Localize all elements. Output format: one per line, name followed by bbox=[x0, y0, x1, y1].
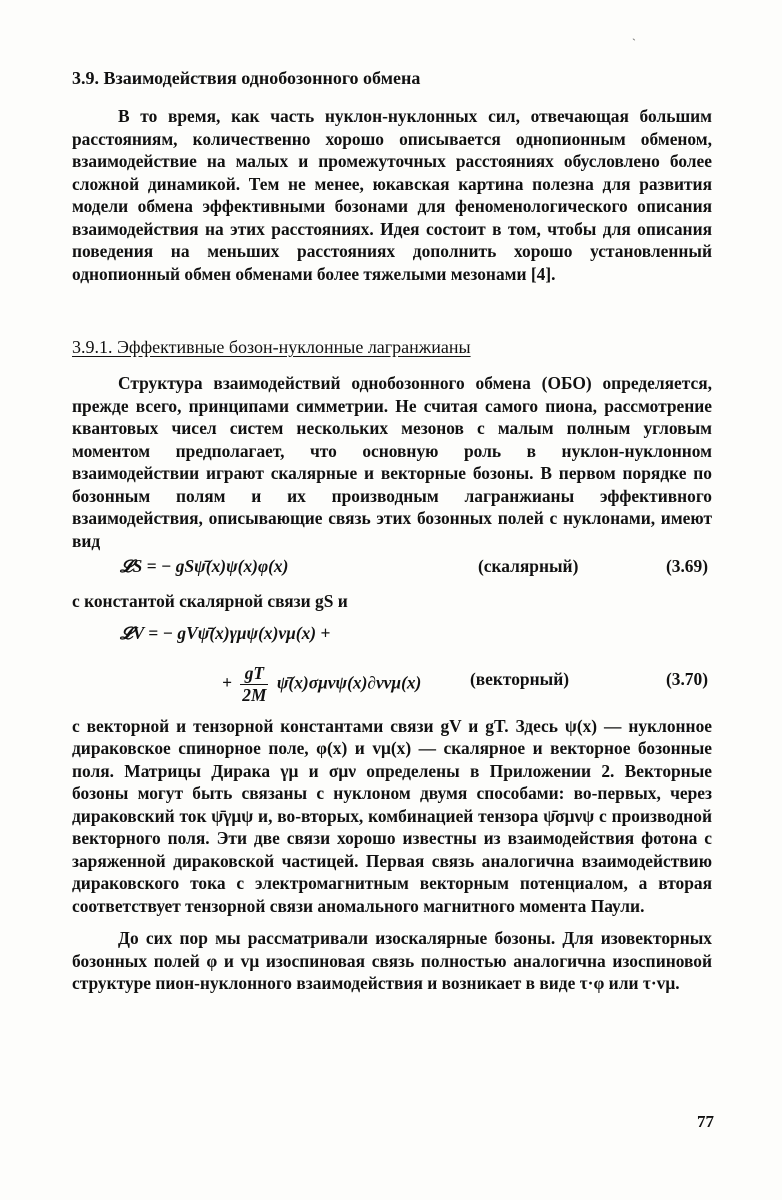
subsection-paragraph-1: Структура взаимодействий однобозонного обмена (ОБО) определяется, прежде всего, принципами симметрии. Не считая самого пиона, рассмотрение квантовых чисел систем нескольких мезонов с малым полным угловым моментом предполагает, что основную роль в нуклон-нуклонном взаимодействии играют скалярные и векторные бозоны. В первом порядке по бозонным полям и их производным лагранжианы эффективного взаимодействия, описывающие связь этих бозонных полей с нуклонами, имеют вид bbox=[72, 373, 712, 551]
equation-3-70-fraction bbox=[240, 663, 268, 706]
equation-3-69 bbox=[72, 552, 712, 584]
equation-3-70 bbox=[72, 619, 712, 715]
equation-3-70-line2 bbox=[222, 663, 421, 706]
equation-3-70-number: (3.70) bbox=[665, 668, 708, 689]
subsection-paragraph-3: До сих пор мы рассматривали изоскалярные бозоны. Для изовекторных бозонных полей φ и vμ изоспиновая связь полностью аналогична изоспиновой структуре пион-нуклонного взаимодействия и возникает в виде τ·φ или τ·vμ. bbox=[72, 928, 712, 993]
page-number: 77 bbox=[697, 1112, 714, 1131]
page-content bbox=[72, 58, 712, 995]
equation-3-70-rest: ψ̄(x)σμνψ(x)∂νvμ(x) bbox=[276, 672, 422, 692]
scan-speck: ` bbox=[632, 36, 636, 50]
subsection-heading: 3.9.1. Эффективные бозон-нуклонные лагранжианы bbox=[72, 337, 471, 357]
fraction-numerator: gT bbox=[240, 663, 268, 685]
equation-3-70-line1: 𝓛V = − gVψ̄(x)γμψ(x)vμ(x) + bbox=[120, 622, 331, 643]
fraction-denominator: 2M bbox=[242, 684, 267, 705]
equation-3-69-formula: 𝓛S = − gSψ̄(x)ψ(x)φ(x) bbox=[120, 556, 289, 576]
between-equations-text: с константой скалярной связи gS и bbox=[72, 591, 348, 611]
equation-3-70-label: (векторный) bbox=[470, 668, 570, 689]
equation-3-70-plus: + bbox=[222, 672, 232, 692]
equation-3-69-label: (скалярный) bbox=[478, 556, 579, 576]
subsection-paragraph-2: с векторной и тензорной константами связи gV и gT. Здесь ψ(x) — нуклонное дираковское спинорное поле, φ(x) и vμ(x) — скалярное и векторное бозонные поля. Матрицы Дирака γμ и σμν определены в Приложении 2. Векторные бозоны могут быть связаны с нуклоном двумя способами: во-первых, через дираковский ток ψ̄γμψ и, во-вторых, комбинацией тензора ψ̄σμνψ с производной векторного поля. Эти две связи хорошо известны из взаимодействия фотона с заряженной дираковской частицей. Первая связь аналогична взаимодействию дираковского тока с электромагнитным векторным потенциалом, а вторая соответствует тензорной связи аномального магнитного момента Паули. bbox=[72, 715, 712, 916]
section-heading: 3.9. Взаимодействия однобозонного обмена bbox=[72, 68, 421, 88]
section-paragraph: В то время, как часть нуклон-нуклонных сил, отвечающая большим расстояниям, количественно хорошо описывается однопионным обменом, взаимодействие на малых и промежуточных расстояниях обусловлено более сложной динамикой. Тем не менее, юкавская картина полезна для развития модели обмена эффективными бозонами для феноменологического описания взаимодействия на этих расстояниях. Идея состоит в том, чтобы для описания поведения на меньших расстояниях дополнить хорошо установленный однопионный обмен обменами более тяжелыми мезонами [4]. bbox=[72, 106, 712, 284]
equation-3-69-number: (3.69) bbox=[665, 556, 708, 576]
